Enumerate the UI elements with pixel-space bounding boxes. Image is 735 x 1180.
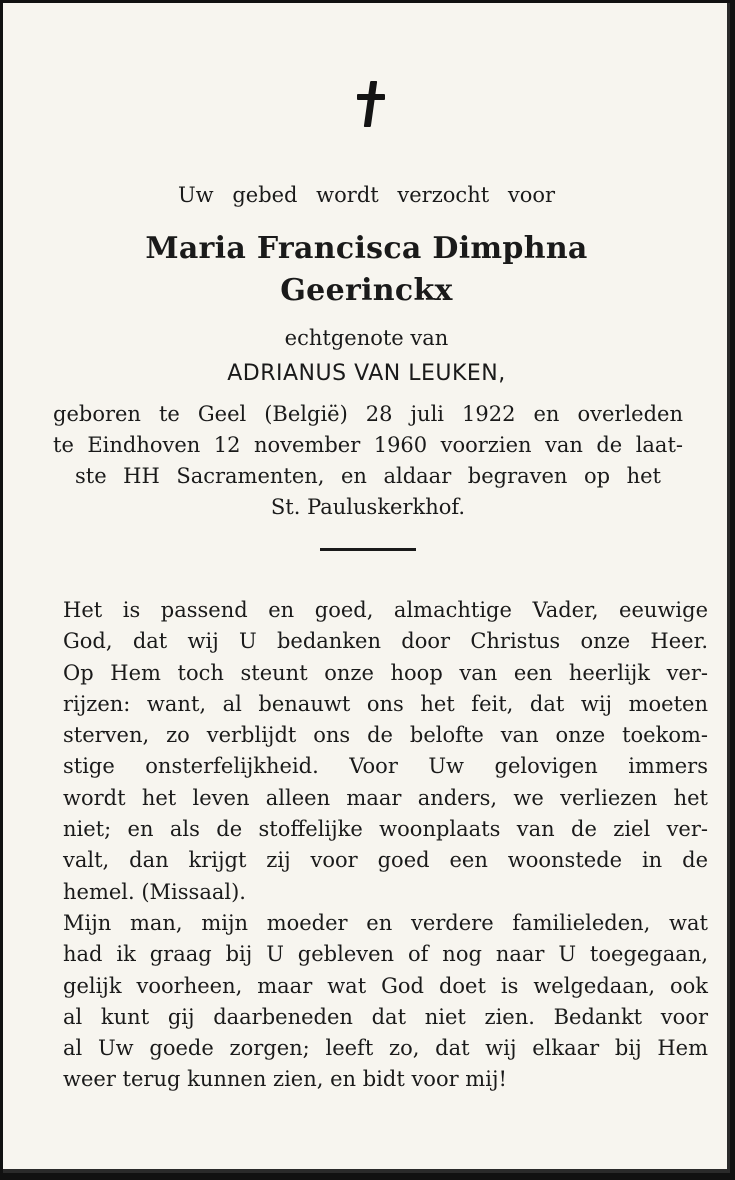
prayer-line: valt, dan krijgt zij voor goed een woonstede in de <box>63 848 708 873</box>
prayer-line: stige onsterfelijkheid. Voor Uw gelovigen immers <box>63 754 708 779</box>
prayer-line: al Uw goede zorgen; leeft zo, dat wij elkaar bij Hem <box>63 1036 708 1061</box>
deceased-name-line-2: Geerinckx <box>280 273 453 308</box>
prayer-text <box>63 595 708 1096</box>
bio-line: St. Pauluskerkhof. <box>270 495 466 519</box>
bio-line: geboren te Geel (België) 28 juli 1922 en overleden <box>53 402 683 426</box>
prayer-line: sterven, zo verblijdt ons de belofte van onze toekom- <box>63 723 708 748</box>
prayer-line: gelijk voorheen, maar wat God doet is welgedaan, ook <box>63 973 708 998</box>
prayer-line: hemel. (Missaal). <box>63 879 246 904</box>
spouse-name: ADRIANUS VAN LEUKEN, <box>227 361 506 386</box>
biography <box>53 399 683 523</box>
latin-cross-icon <box>355 81 385 129</box>
prayer-line: Mijn man, mijn moeder en verdere familieleden, wat <box>63 910 708 935</box>
prayer-line: al kunt gij daarbeneden dat niet zien. Bedankt voor <box>63 1004 708 1029</box>
prayer-line: weer terug kunnen zien, en bidt voor mij! <box>63 1067 507 1092</box>
bio-line: te Eindhoven 12 november 1960 voorzien van de laat- <box>53 433 683 457</box>
bio-line: ste HH Sacramenten, en aldaar begraven op het <box>75 464 661 488</box>
prayer-line: rijzen: want, al benauwt ons het feit, dat wij moeten <box>63 691 708 716</box>
prayer-line: wordt het leven alleen maar anders, we verliezen het <box>63 785 708 810</box>
divider-line <box>320 548 416 551</box>
prayer-line: God, dat wij U bedanken door Christus onze Heer. <box>63 629 708 654</box>
prayer-line: niet; en als de stoffelijke woonplaats van de ziel ver- <box>63 817 708 842</box>
spouse-intro: echtgenote van <box>284 326 449 350</box>
prayer-line: Het is passend en goed, almachtige Vader, eeuwige <box>63 598 708 622</box>
deceased-name-line-1: Maria Francisca Dimphna <box>145 231 588 266</box>
memorial-card <box>3 3 730 1173</box>
prayer-line: Op Hem toch steunt onze hoop van een heerlijk ver- <box>63 660 708 685</box>
prayer-request-heading: Uw gebed wordt verzocht voor <box>177 183 556 207</box>
prayer-line: had ik graag bij U gebleven of nog naar U toegegaan, <box>63 942 708 967</box>
